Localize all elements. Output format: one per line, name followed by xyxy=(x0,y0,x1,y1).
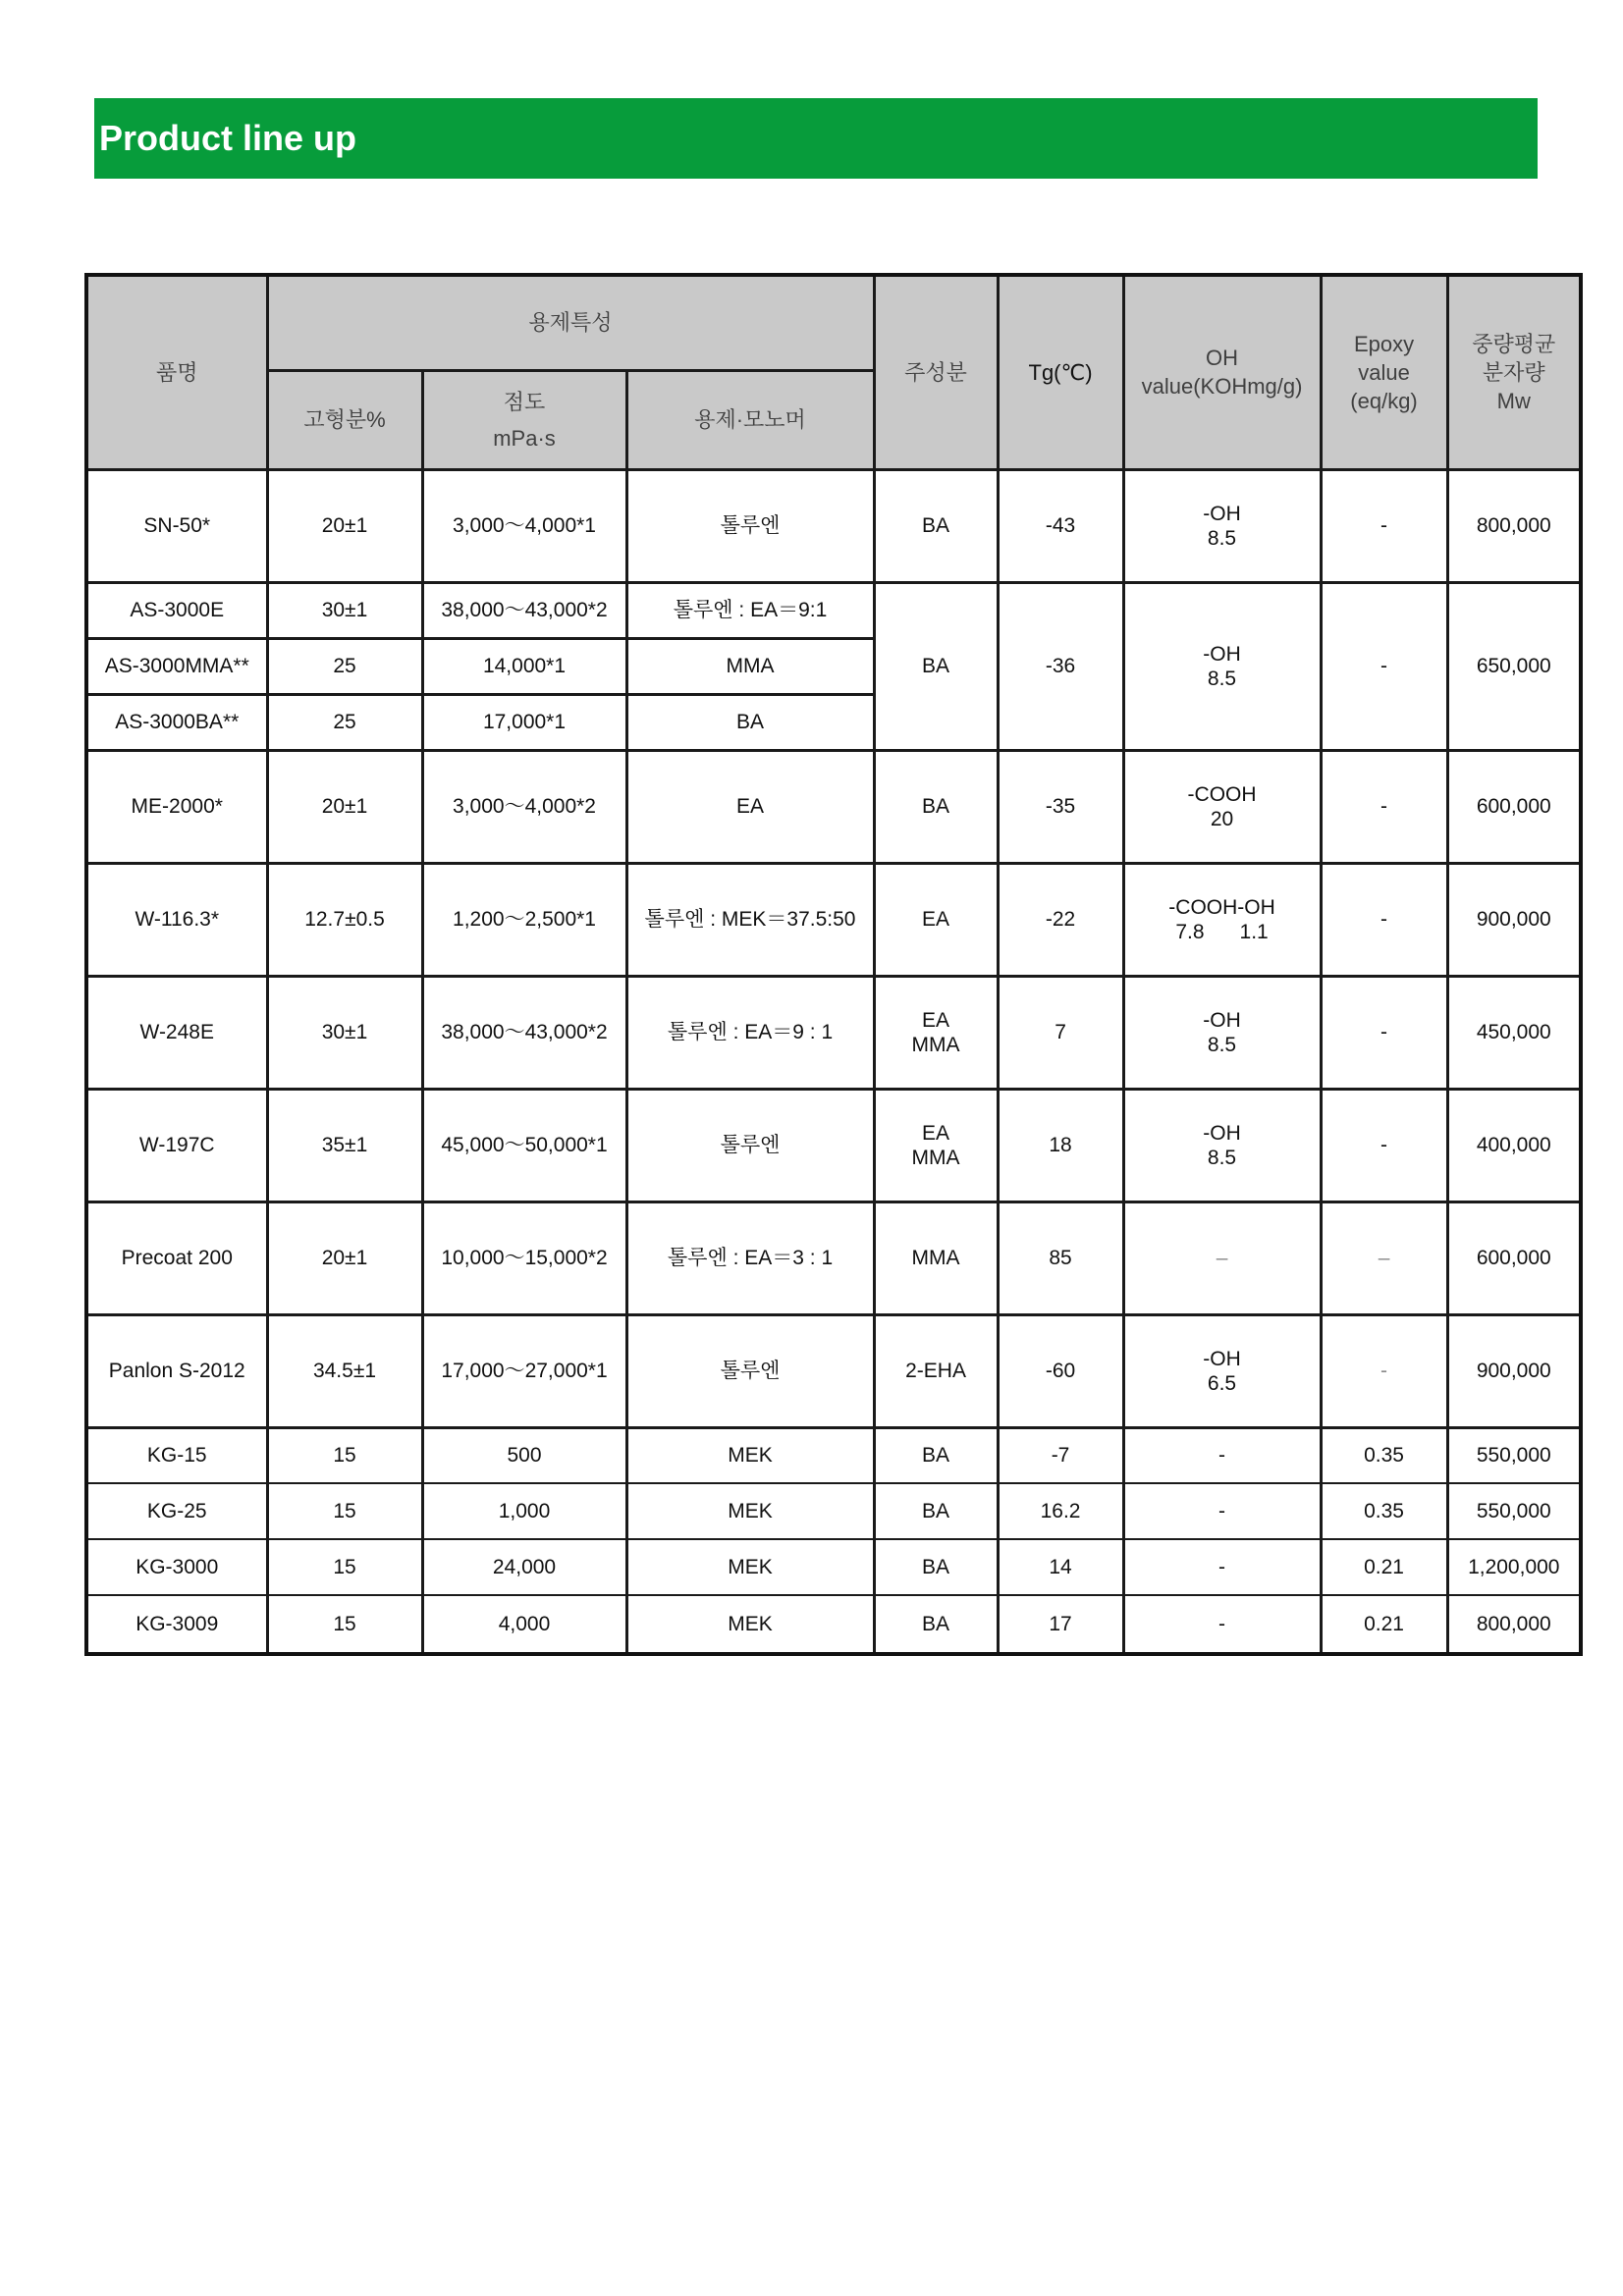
header-product-name: 품명 xyxy=(86,275,267,469)
main-component-cell: BA xyxy=(874,1427,998,1483)
solid-content-cell: 30±1 xyxy=(267,976,422,1089)
product-name-cell: SN-50* xyxy=(86,469,267,582)
header-tg: Tg(℃) xyxy=(998,275,1123,469)
oh-group-label: -COOH-OH xyxy=(1168,895,1275,919)
header-epoxy-value xyxy=(1321,275,1447,469)
header-molecular-weight xyxy=(1447,275,1581,469)
solvent-monomer-cell: BA xyxy=(626,694,874,750)
solid-content-cell: 15 xyxy=(267,1539,422,1595)
oh-value-number: 8.5 xyxy=(1207,1033,1237,1056)
table-header-row xyxy=(86,275,1581,370)
cooh-value-number: 7.8 xyxy=(1175,920,1205,943)
tg-cell: 85 xyxy=(998,1201,1123,1314)
oh-value-cell xyxy=(1123,469,1321,582)
main-component-cell: BA xyxy=(874,750,998,863)
product-name-cell: Precoat 200 xyxy=(86,1201,267,1314)
product-name-cell: KG-3009 xyxy=(86,1595,267,1654)
oh-value-number: 1.1 xyxy=(1239,920,1269,943)
header-oh-value-line: OH xyxy=(1206,346,1239,371)
viscosity-cell: 3,000～4,000*1 xyxy=(422,469,626,582)
oh-value-cell: - xyxy=(1123,1539,1321,1595)
molecular-weight-cell: 400,000 xyxy=(1447,1089,1581,1201)
molecular-weight-cell: 450,000 xyxy=(1447,976,1581,1089)
header-molecular-weight-line: 분자량 xyxy=(1482,359,1545,385)
table-row xyxy=(86,863,1581,976)
main-component-line: EA xyxy=(922,1008,950,1032)
epoxy-value-cell: - xyxy=(1321,582,1447,750)
solvent-monomer-cell: MEK xyxy=(626,1595,874,1654)
header-solvent-monomer: 용제·모노머 xyxy=(626,370,874,469)
table-row xyxy=(86,582,1581,638)
product-lineup-table xyxy=(84,273,1583,1656)
solid-content-cell: 15 xyxy=(267,1595,422,1654)
epoxy-value-cell: - xyxy=(1321,469,1447,582)
header-viscosity-label: 점도 xyxy=(503,389,546,414)
solid-content-cell: 15 xyxy=(267,1483,422,1539)
molecular-weight-cell: 800,000 xyxy=(1447,1595,1581,1654)
oh-group-label: -OH xyxy=(1203,1347,1241,1370)
oh-value-number: 8.5 xyxy=(1207,667,1237,690)
main-component-cell xyxy=(874,1089,998,1201)
table-row xyxy=(86,469,1581,582)
oh-group-label: -OH xyxy=(1203,502,1241,525)
solid-content-cell: 25 xyxy=(267,694,422,750)
solid-content-cell: 35±1 xyxy=(267,1089,422,1201)
viscosity-cell: 1,200～2,500*1 xyxy=(422,863,626,976)
oh-value-cell xyxy=(1123,582,1321,750)
tg-cell: 16.2 xyxy=(998,1483,1123,1539)
solvent-monomer-cell: EA xyxy=(626,750,874,863)
solid-content-cell: 20±1 xyxy=(267,750,422,863)
product-name-cell: KG-3000 xyxy=(86,1539,267,1595)
epoxy-value-cell: – xyxy=(1321,1201,1447,1314)
oh-group-label: -OH xyxy=(1203,1121,1241,1145)
header-solvent-properties: 용제특성 xyxy=(267,275,874,370)
oh-value-cell xyxy=(1123,750,1321,863)
epoxy-value-cell: 0.21 xyxy=(1321,1539,1447,1595)
epoxy-value-cell: 0.35 xyxy=(1321,1427,1447,1483)
solid-content-cell: 25 xyxy=(267,638,422,694)
oh-value-cell xyxy=(1123,976,1321,1089)
tg-cell: 17 xyxy=(998,1595,1123,1654)
solvent-monomer-cell: MMA xyxy=(626,638,874,694)
solvent-monomer-cell: 톨루엔 : EA＝3 : 1 xyxy=(626,1201,874,1314)
oh-value-number: 8.5 xyxy=(1207,1146,1237,1169)
epoxy-value-cell: - xyxy=(1321,863,1447,976)
tg-cell: -36 xyxy=(998,582,1123,750)
tg-cell: 7 xyxy=(998,976,1123,1089)
header-viscosity-unit: mPa·s xyxy=(493,425,556,451)
section-title-banner xyxy=(94,98,1538,179)
molecular-weight-cell: 600,000 xyxy=(1447,1201,1581,1314)
main-component-cell: 2-EHA xyxy=(874,1314,998,1427)
viscosity-cell: 45,000～50,000*1 xyxy=(422,1089,626,1201)
oh-value-number: 6.5 xyxy=(1207,1371,1237,1395)
header-epoxy-value-line: value xyxy=(1358,359,1410,385)
molecular-weight-cell: 550,000 xyxy=(1447,1427,1581,1483)
product-name-cell: KG-15 xyxy=(86,1427,267,1483)
header-viscosity xyxy=(422,370,626,469)
main-component-cell xyxy=(874,976,998,1089)
molecular-weight-cell: 650,000 xyxy=(1447,582,1581,750)
solid-content-cell: 15 xyxy=(267,1427,422,1483)
solvent-monomer-cell: 톨루엔 : MEK＝37.5:50 xyxy=(626,863,874,976)
oh-group-label: -COOH xyxy=(1187,782,1257,806)
tg-cell: -7 xyxy=(998,1427,1123,1483)
viscosity-cell: 500 xyxy=(422,1427,626,1483)
table-row xyxy=(86,1314,1581,1427)
header-oh-value xyxy=(1123,275,1321,469)
viscosity-cell: 17,000～27,000*1 xyxy=(422,1314,626,1427)
tg-cell: 18 xyxy=(998,1089,1123,1201)
header-solid-content: 고형분% xyxy=(267,370,422,469)
oh-value-cell: - xyxy=(1123,1427,1321,1483)
oh-value-numbers xyxy=(1125,920,1320,944)
viscosity-cell: 3,000～4,000*2 xyxy=(422,750,626,863)
product-name-cell: Panlon S-2012 xyxy=(86,1314,267,1427)
main-component-cell: MMA xyxy=(874,1201,998,1314)
solvent-monomer-cell: MEK xyxy=(626,1427,874,1483)
table-row xyxy=(86,1427,1581,1483)
header-main-component: 주성분 xyxy=(874,275,998,469)
tg-cell: 14 xyxy=(998,1539,1123,1595)
viscosity-cell: 38,000～43,000*2 xyxy=(422,582,626,638)
product-name-cell: AS-3000BA** xyxy=(86,694,267,750)
table-row xyxy=(86,1089,1581,1201)
solid-content-cell: 34.5±1 xyxy=(267,1314,422,1427)
epoxy-value-cell: - xyxy=(1321,750,1447,863)
product-name-cell: W-197C xyxy=(86,1089,267,1201)
table-row xyxy=(86,1595,1581,1654)
viscosity-cell: 4,000 xyxy=(422,1595,626,1654)
main-component-cell: BA xyxy=(874,469,998,582)
tg-cell: -22 xyxy=(998,863,1123,976)
viscosity-cell: 10,000～15,000*2 xyxy=(422,1201,626,1314)
tg-cell: -60 xyxy=(998,1314,1123,1427)
tg-cell: -35 xyxy=(998,750,1123,863)
main-component-line: MMA xyxy=(911,1146,960,1169)
oh-group-label: -OH xyxy=(1203,1008,1241,1032)
solvent-monomer-cell: MEK xyxy=(626,1539,874,1595)
solid-content-cell: 30±1 xyxy=(267,582,422,638)
molecular-weight-cell: 600,000 xyxy=(1447,750,1581,863)
product-name-cell: AS-3000MMA** xyxy=(86,638,267,694)
table-row xyxy=(86,976,1581,1089)
product-name-cell: W-248E xyxy=(86,976,267,1089)
viscosity-cell: 38,000～43,000*2 xyxy=(422,976,626,1089)
solid-content-cell: 12.7±0.5 xyxy=(267,863,422,976)
table-row xyxy=(86,1483,1581,1539)
solvent-monomer-cell: 톨루엔 : EA＝9 : 1 xyxy=(626,976,874,1089)
oh-value-cell xyxy=(1123,863,1321,976)
viscosity-cell: 14,000*1 xyxy=(422,638,626,694)
product-name-cell: W-116.3* xyxy=(86,863,267,976)
main-component-cell: BA xyxy=(874,1539,998,1595)
molecular-weight-cell: 800,000 xyxy=(1447,469,1581,582)
header-oh-value-line: value(KOHmg/g) xyxy=(1141,374,1303,400)
epoxy-value-cell: 0.21 xyxy=(1321,1595,1447,1654)
solid-content-cell: 20±1 xyxy=(267,1201,422,1314)
oh-value-number: 8.5 xyxy=(1207,526,1237,550)
oh-group-label: -OH xyxy=(1203,642,1241,666)
molecular-weight-cell: 900,000 xyxy=(1447,863,1581,976)
oh-value-cell: – xyxy=(1123,1201,1321,1314)
main-component-cell: BA xyxy=(874,582,998,750)
molecular-weight-cell: 550,000 xyxy=(1447,1483,1581,1539)
product-name-cell: ME-2000* xyxy=(86,750,267,863)
header-epoxy-value-line: (eq/kg) xyxy=(1350,388,1418,413)
product-name-cell: AS-3000E xyxy=(86,582,267,638)
solvent-monomer-cell: MEK xyxy=(626,1483,874,1539)
solvent-monomer-cell: 톨루엔 xyxy=(626,1089,874,1201)
solvent-monomer-cell: 톨루엔 xyxy=(626,469,874,582)
epoxy-value-cell: - xyxy=(1321,1089,1447,1201)
viscosity-cell: 17,000*1 xyxy=(422,694,626,750)
table-row xyxy=(86,1539,1581,1595)
table-row xyxy=(86,750,1581,863)
oh-value-cell: - xyxy=(1123,1595,1321,1654)
epoxy-value-cell: 0.35 xyxy=(1321,1483,1447,1539)
oh-value-cell xyxy=(1123,1314,1321,1427)
table-row xyxy=(86,1201,1581,1314)
epoxy-value-cell: - xyxy=(1321,1314,1447,1427)
tg-cell: -43 xyxy=(998,469,1123,582)
viscosity-cell: 1,000 xyxy=(422,1483,626,1539)
molecular-weight-cell: 1,200,000 xyxy=(1447,1539,1581,1595)
header-molecular-weight-line: Mw xyxy=(1496,388,1531,413)
molecular-weight-cell: 900,000 xyxy=(1447,1314,1581,1427)
oh-value-number: 20 xyxy=(1210,807,1234,830)
main-component-cell: BA xyxy=(874,1595,998,1654)
viscosity-cell: 24,000 xyxy=(422,1539,626,1595)
main-component-cell: BA xyxy=(874,1483,998,1539)
product-name-cell: KG-25 xyxy=(86,1483,267,1539)
oh-value-cell: - xyxy=(1123,1483,1321,1539)
solid-content-cell: 20±1 xyxy=(267,469,422,582)
main-component-line: EA xyxy=(922,1121,950,1145)
main-component-line: MMA xyxy=(911,1033,960,1056)
solvent-monomer-cell: 톨루엔 xyxy=(626,1314,874,1427)
main-component-cell: EA xyxy=(874,863,998,976)
header-epoxy-value-line: Epoxy xyxy=(1353,331,1415,356)
section-title: Product line up xyxy=(99,118,357,158)
header-molecular-weight-line: 중량평균 xyxy=(1472,331,1556,356)
oh-value-cell xyxy=(1123,1089,1321,1201)
solvent-monomer-cell: 톨루엔 : EA＝9:1 xyxy=(626,582,874,638)
epoxy-value-cell: - xyxy=(1321,976,1447,1089)
